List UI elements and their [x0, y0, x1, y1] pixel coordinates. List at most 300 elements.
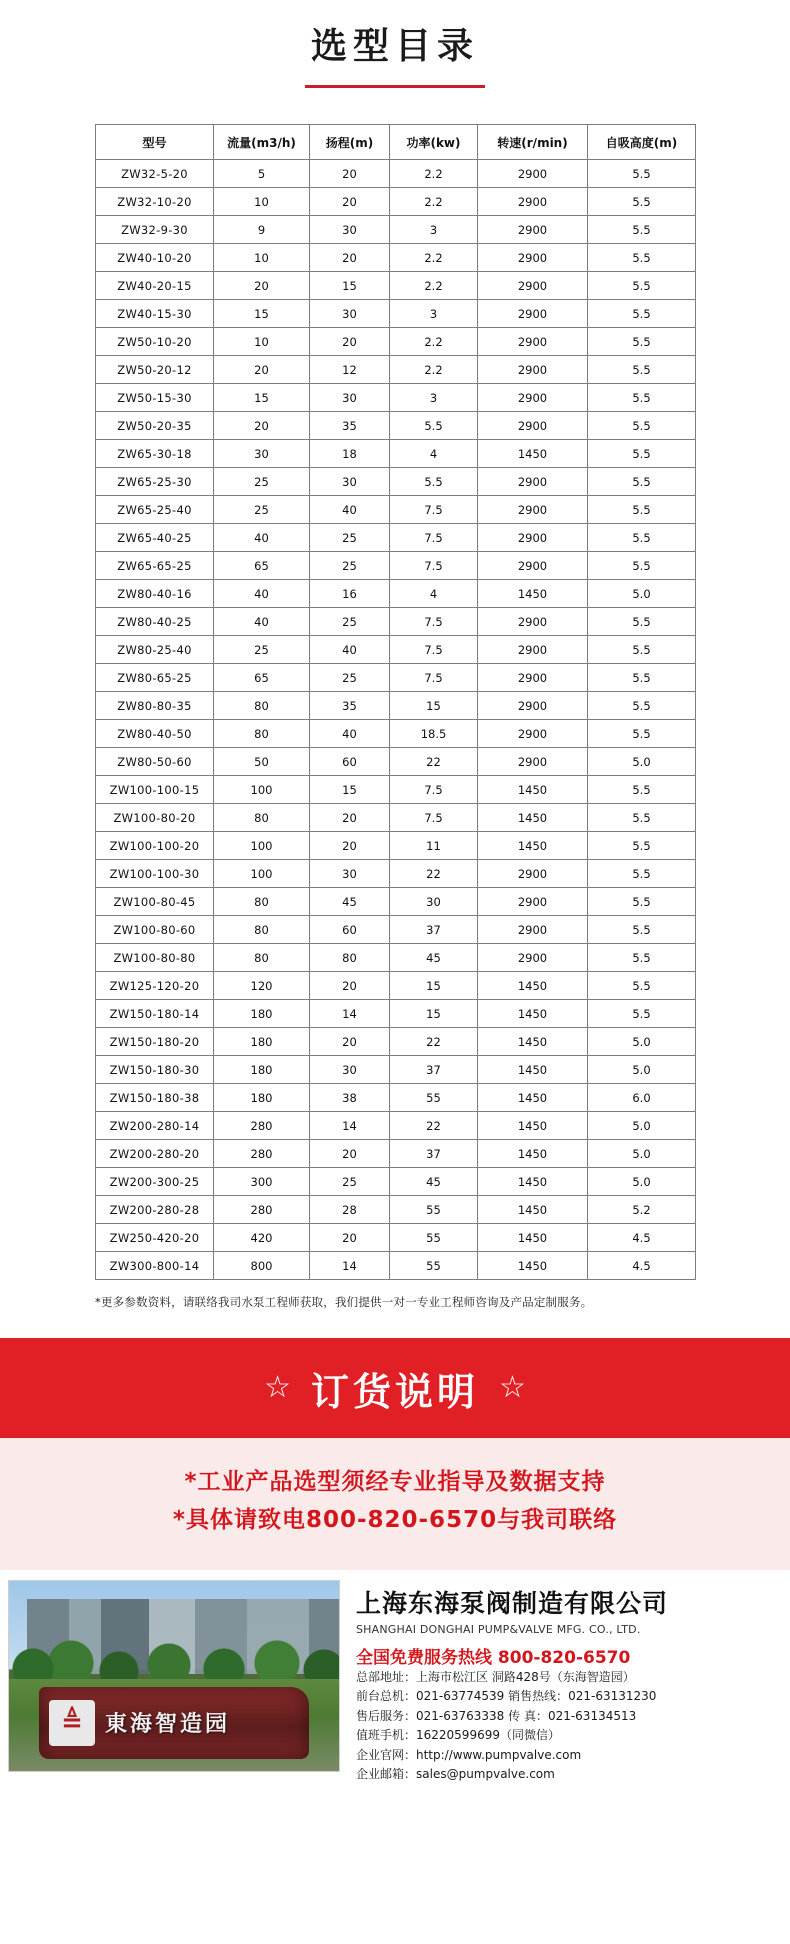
cell-value: 5 [214, 160, 310, 188]
cell-value: 1450 [478, 1056, 588, 1084]
cell-value: 20 [310, 972, 390, 1000]
cell-value: 4.5 [588, 1224, 696, 1252]
cell-value: 280 [214, 1140, 310, 1168]
cell-value: 15 [310, 272, 390, 300]
cell-value: 280 [214, 1196, 310, 1224]
cell-model: ZW150-180-14 [96, 1000, 214, 1028]
cell-value: 1450 [478, 1196, 588, 1224]
cell-value: 3 [390, 216, 478, 244]
cell-value: 1450 [478, 776, 588, 804]
company-park-photo [8, 1580, 340, 1772]
cell-value: 22 [390, 748, 478, 776]
table-row [96, 384, 696, 412]
star-left-icon: ☆ [264, 1371, 291, 1404]
notice-line-2: *具体请致电800-820-6570与我司联络 [172, 1506, 618, 1533]
cell-value: 9 [214, 216, 310, 244]
cell-value: 5.5 [588, 972, 696, 1000]
cell-value: 2900 [478, 328, 588, 356]
contact-line: 值班手机：16220599699（同微信） [356, 1728, 560, 1743]
cell-value: 2.2 [390, 272, 478, 300]
cell-value: 5.5 [588, 524, 696, 552]
cell-value: 30 [390, 888, 478, 916]
cell-value: 20 [214, 356, 310, 384]
table-row [96, 244, 696, 272]
table-row [96, 636, 696, 664]
cell-value: 1450 [478, 1252, 588, 1280]
notice-line-1: *工业产品选型须经专业指导及数据支持 [184, 1469, 606, 1495]
cell-value: 2900 [478, 720, 588, 748]
cell-value: 300 [214, 1168, 310, 1196]
cell-value: 7.5 [390, 664, 478, 692]
cell-value: 30 [310, 1056, 390, 1084]
spec-table-wrap [95, 124, 695, 1280]
cell-model: ZW125-120-20 [96, 972, 214, 1000]
cell-value: 5.5 [588, 944, 696, 972]
star-right-icon: ☆ [499, 1371, 526, 1404]
cell-value: 18 [310, 440, 390, 468]
cell-value: 5.5 [588, 272, 696, 300]
table-row [96, 720, 696, 748]
cell-value: 2900 [478, 692, 588, 720]
table-note: *更多参数资料，请联络我司水泵工程师获取，我们提供一对一专业工程师咨询及产品定制服务。 [95, 1295, 593, 1309]
column-header-suction: 自吸高度(m) [588, 125, 696, 160]
cell-value: 4.5 [588, 1252, 696, 1280]
cell-value: 5.0 [588, 1028, 696, 1056]
table-row [96, 1252, 696, 1280]
cell-value: 5.5 [588, 300, 696, 328]
cell-model: ZW32-10-20 [96, 188, 214, 216]
cell-model: ZW150-180-38 [96, 1084, 214, 1112]
column-header-head: 扬程(m) [310, 125, 390, 160]
cell-value: 40 [310, 636, 390, 664]
column-header-model: 型号 [96, 125, 214, 160]
cell-model: ZW80-40-50 [96, 720, 214, 748]
cell-value: 100 [214, 832, 310, 860]
cell-value: 180 [214, 1028, 310, 1056]
cell-value: 20 [310, 1140, 390, 1168]
cell-value: 2900 [478, 748, 588, 776]
table-row [96, 496, 696, 524]
table-row [96, 440, 696, 468]
cell-value: 2900 [478, 664, 588, 692]
cell-value: 5.5 [588, 608, 696, 636]
cell-value: 800 [214, 1252, 310, 1280]
cell-value: 15 [214, 300, 310, 328]
cell-value: 25 [214, 636, 310, 664]
cell-value: 7.5 [390, 608, 478, 636]
company-name-cn: 上海东海泵阀制造有限公司 [356, 1588, 669, 1618]
contact-line: 总部地址：上海市松江区 洞路428号（东海智造园） [356, 1669, 635, 1684]
cell-value: 5.5 [588, 776, 696, 804]
table-row [96, 524, 696, 552]
cell-value: 25 [310, 552, 390, 580]
cell-value: 40 [310, 720, 390, 748]
table-row [96, 916, 696, 944]
hotline: 全国免费服务热线 800-820-6570 [356, 1647, 631, 1668]
table-row [96, 860, 696, 888]
cell-value: 1450 [478, 1224, 588, 1252]
cell-value: 22 [390, 1112, 478, 1140]
cell-value: 55 [390, 1084, 478, 1112]
cell-value: 12 [310, 356, 390, 384]
cell-value: 2900 [478, 244, 588, 272]
cell-value: 5.5 [588, 916, 696, 944]
cell-value: 2900 [478, 944, 588, 972]
cell-value: 2900 [478, 916, 588, 944]
cell-value: 60 [310, 916, 390, 944]
cell-value: 5.5 [588, 356, 696, 384]
cell-value: 28 [310, 1196, 390, 1224]
cell-value: 420 [214, 1224, 310, 1252]
table-row [96, 412, 696, 440]
cell-value: 2900 [478, 552, 588, 580]
cell-value: 5.0 [588, 1056, 696, 1084]
cell-value: 7.5 [390, 524, 478, 552]
cell-value: 5.5 [588, 160, 696, 188]
cell-value: 6.0 [588, 1084, 696, 1112]
cell-model: ZW65-25-40 [96, 496, 214, 524]
cell-value: 5.5 [588, 328, 696, 356]
table-row [96, 776, 696, 804]
cell-value: 2900 [478, 636, 588, 664]
table-row [96, 328, 696, 356]
cell-value: 20 [310, 1224, 390, 1252]
cell-model: ZW100-100-30 [96, 860, 214, 888]
column-header-flow: 流量(m3/h) [214, 125, 310, 160]
table-row [96, 216, 696, 244]
cell-value: 2.2 [390, 188, 478, 216]
cell-value: 7.5 [390, 496, 478, 524]
cell-value: 5.5 [588, 384, 696, 412]
cell-value: 4 [390, 580, 478, 608]
cell-value: 20 [310, 832, 390, 860]
cell-value: 20 [310, 328, 390, 356]
table-row [96, 1112, 696, 1140]
cell-value: 5.5 [588, 720, 696, 748]
table-row [96, 1224, 696, 1252]
spec-table [95, 124, 696, 1280]
cell-value: 11 [390, 832, 478, 860]
cell-value: 5.0 [588, 748, 696, 776]
cell-value: 2.2 [390, 356, 478, 384]
cell-value: 120 [214, 972, 310, 1000]
cell-value: 1450 [478, 1028, 588, 1056]
cell-value: 5.0 [588, 1112, 696, 1140]
footer-info [340, 1580, 790, 1785]
cell-model: ZW200-300-25 [96, 1168, 214, 1196]
cell-value: 22 [390, 1028, 478, 1056]
cell-model: ZW65-40-25 [96, 524, 214, 552]
cell-value: 1450 [478, 1140, 588, 1168]
table-row [96, 160, 696, 188]
order-banner-title: 订货说明 [310, 1369, 479, 1414]
cell-value: 40 [310, 496, 390, 524]
cell-value: 1450 [478, 580, 588, 608]
cell-value: 20 [310, 244, 390, 272]
cell-model: ZW65-65-25 [96, 552, 214, 580]
cell-value: 20 [310, 188, 390, 216]
cell-value: 5.5 [588, 1000, 696, 1028]
cell-value: 80 [214, 888, 310, 916]
cell-value: 40 [214, 524, 310, 552]
cell-value: 15 [310, 776, 390, 804]
cell-model: ZW100-100-20 [96, 832, 214, 860]
cell-value: 30 [214, 440, 310, 468]
cell-value: 2900 [478, 384, 588, 412]
table-row [96, 356, 696, 384]
table-row [96, 468, 696, 496]
cell-value: 2900 [478, 216, 588, 244]
table-row [96, 552, 696, 580]
cell-value: 5.5 [588, 244, 696, 272]
table-row [96, 832, 696, 860]
cell-value: 5.5 [588, 188, 696, 216]
cell-value: 1450 [478, 972, 588, 1000]
cell-value: 5.5 [588, 440, 696, 468]
cell-value: 45 [390, 1168, 478, 1196]
photo-caption: 東海智造园 [105, 1712, 231, 1738]
cell-value: 2900 [478, 608, 588, 636]
order-banner [0, 1338, 790, 1438]
cell-value: 50 [214, 748, 310, 776]
cell-value: 5.5 [390, 468, 478, 496]
footer [0, 1570, 790, 1803]
title-block [0, 0, 790, 88]
cell-value: 5.5 [588, 664, 696, 692]
cell-value: 38 [310, 1084, 390, 1112]
cell-model: ZW150-180-30 [96, 1056, 214, 1084]
cell-value: 7.5 [390, 552, 478, 580]
cell-value: 14 [310, 1000, 390, 1028]
cell-value: 5.2 [588, 1196, 696, 1224]
cell-value: 1450 [478, 832, 588, 860]
table-row [96, 300, 696, 328]
cell-value: 180 [214, 1000, 310, 1028]
cell-value: 25 [214, 496, 310, 524]
spec-table-body [96, 160, 696, 1280]
cell-value: 7.5 [390, 776, 478, 804]
cell-value: 180 [214, 1056, 310, 1084]
title-underline [305, 85, 485, 88]
cell-value: 25 [310, 608, 390, 636]
cell-model: ZW100-80-60 [96, 916, 214, 944]
contact-line: 企业官网：http://www.pumpvalve.com [356, 1747, 582, 1762]
cell-model: ZW200-280-28 [96, 1196, 214, 1224]
cell-value: 180 [214, 1084, 310, 1112]
cell-value: 2.2 [390, 244, 478, 272]
table-row [96, 972, 696, 1000]
cell-value: 35 [310, 692, 390, 720]
cell-value: 15 [214, 384, 310, 412]
cell-value: 7.5 [390, 804, 478, 832]
table-row [96, 888, 696, 916]
cell-model: ZW40-20-15 [96, 272, 214, 300]
cell-value: 5.5 [588, 216, 696, 244]
table-row [96, 692, 696, 720]
cell-value: 45 [390, 944, 478, 972]
cell-model: ZW80-25-40 [96, 636, 214, 664]
cell-value: 2900 [478, 300, 588, 328]
cell-value: 65 [214, 552, 310, 580]
cell-value: 5.0 [588, 1140, 696, 1168]
cell-value: 5.5 [588, 832, 696, 860]
cell-value: 2.2 [390, 328, 478, 356]
cell-value: 14 [310, 1112, 390, 1140]
cell-model: ZW80-40-16 [96, 580, 214, 608]
cell-value: 5.5 [588, 552, 696, 580]
cell-value: 2900 [478, 272, 588, 300]
cell-value: 35 [310, 412, 390, 440]
cell-model: ZW300-800-14 [96, 1252, 214, 1280]
contact-line: 企业邮箱：sales@pumpvalve.com [356, 1767, 555, 1782]
cell-model: ZW50-10-20 [96, 328, 214, 356]
cell-value: 40 [214, 608, 310, 636]
table-row [96, 272, 696, 300]
cell-value: 5.5 [588, 692, 696, 720]
table-header-row [96, 125, 696, 160]
cell-value: 20 [310, 1028, 390, 1056]
cell-value: 22 [390, 860, 478, 888]
cell-model: ZW65-30-18 [96, 440, 214, 468]
cell-model: ZW100-100-15 [96, 776, 214, 804]
cell-value: 30 [310, 216, 390, 244]
cell-value: 25 [214, 468, 310, 496]
cell-model: ZW150-180-20 [96, 1028, 214, 1056]
cell-value: 25 [310, 1168, 390, 1196]
cell-value: 37 [390, 916, 478, 944]
cell-value: 100 [214, 860, 310, 888]
cell-value: 1450 [478, 440, 588, 468]
company-logo-icon: ≜ [49, 1700, 95, 1746]
cell-value: 1450 [478, 1112, 588, 1140]
cell-value: 100 [214, 776, 310, 804]
table-row [96, 580, 696, 608]
cell-model: ZW50-20-35 [96, 412, 214, 440]
cell-value: 1450 [478, 1000, 588, 1028]
cell-value: 20 [310, 160, 390, 188]
column-header-speed: 转速(r/min) [478, 125, 588, 160]
cell-value: 80 [214, 916, 310, 944]
cell-value: 40 [214, 580, 310, 608]
cell-value: 30 [310, 384, 390, 412]
cell-value: 2900 [478, 468, 588, 496]
cell-model: ZW100-80-80 [96, 944, 214, 972]
cell-value: 2900 [478, 160, 588, 188]
cell-model: ZW40-15-30 [96, 300, 214, 328]
cell-model: ZW80-65-25 [96, 664, 214, 692]
cell-model: ZW50-20-12 [96, 356, 214, 384]
cell-value: 37 [390, 1140, 478, 1168]
table-row [96, 944, 696, 972]
cell-value: 45 [310, 888, 390, 916]
cell-value: 5.5 [588, 860, 696, 888]
cell-value: 55 [390, 1224, 478, 1252]
cell-value: 10 [214, 244, 310, 272]
cell-value: 5.0 [588, 1168, 696, 1196]
cell-value: 5.5 [588, 496, 696, 524]
cell-value: 80 [310, 944, 390, 972]
cell-value: 2900 [478, 496, 588, 524]
cell-value: 5.0 [588, 580, 696, 608]
cell-value: 20 [214, 272, 310, 300]
table-row [96, 1196, 696, 1224]
table-row [96, 1140, 696, 1168]
cell-value: 5.5 [588, 468, 696, 496]
cell-value: 10 [214, 328, 310, 356]
cell-value: 30 [310, 860, 390, 888]
cell-model: ZW200-280-20 [96, 1140, 214, 1168]
cell-value: 2900 [478, 860, 588, 888]
cell-value: 2900 [478, 356, 588, 384]
cell-value: 4 [390, 440, 478, 468]
contact-line: 售后服务：021-63763338 传 真：021-63134513 [356, 1708, 637, 1723]
cell-model: ZW200-280-14 [96, 1112, 214, 1140]
cell-value: 25 [310, 524, 390, 552]
cell-value: 3 [390, 300, 478, 328]
table-row [96, 608, 696, 636]
table-row [96, 804, 696, 832]
cell-value: 5.5 [390, 412, 478, 440]
cell-value: 16 [310, 580, 390, 608]
table-row [96, 748, 696, 776]
cell-value: 55 [390, 1252, 478, 1280]
cell-model: ZW80-80-35 [96, 692, 214, 720]
cell-value: 2900 [478, 412, 588, 440]
cell-value: 2900 [478, 188, 588, 216]
cell-value: 5.5 [588, 412, 696, 440]
cell-value: 10 [214, 188, 310, 216]
cell-value: 5.5 [588, 888, 696, 916]
cell-model: ZW65-25-30 [96, 468, 214, 496]
table-row [96, 664, 696, 692]
cell-value: 15 [390, 1000, 478, 1028]
cell-value: 15 [390, 972, 478, 1000]
table-row [96, 1028, 696, 1056]
cell-value: 80 [214, 692, 310, 720]
table-row [96, 1000, 696, 1028]
cell-value: 55 [390, 1196, 478, 1224]
cell-value: 20 [214, 412, 310, 440]
cell-value: 37 [390, 1056, 478, 1084]
cell-value: 7.5 [390, 636, 478, 664]
photo-stone-sign [39, 1687, 309, 1759]
cell-value: 60 [310, 748, 390, 776]
page-title: 选型目录 [310, 26, 479, 67]
cell-value: 18.5 [390, 720, 478, 748]
table-row [96, 1168, 696, 1196]
cell-value: 80 [214, 944, 310, 972]
cell-model: ZW50-15-30 [96, 384, 214, 412]
table-row [96, 1056, 696, 1084]
notice-block [0, 1438, 790, 1570]
cell-model: ZW100-80-45 [96, 888, 214, 916]
cell-model: ZW80-40-25 [96, 608, 214, 636]
cell-value: 2900 [478, 524, 588, 552]
cell-value: 5.5 [588, 636, 696, 664]
cell-value: 14 [310, 1252, 390, 1280]
contact-line: 前台总机：021-63774539 销售热线：021-63131230 [356, 1689, 657, 1704]
cell-value: 65 [214, 664, 310, 692]
cell-model: ZW32-5-20 [96, 160, 214, 188]
cell-value: 20 [310, 804, 390, 832]
column-header-power: 功率(kw) [390, 125, 478, 160]
cell-model: ZW80-50-60 [96, 748, 214, 776]
cell-value: 1450 [478, 1168, 588, 1196]
cell-value: 1450 [478, 1084, 588, 1112]
cell-value: 80 [214, 720, 310, 748]
cell-value: 2.2 [390, 160, 478, 188]
company-name-en: SHANGHAI DONGHAI PUMP&VALVE MFG. CO., LTD. [356, 1622, 641, 1636]
